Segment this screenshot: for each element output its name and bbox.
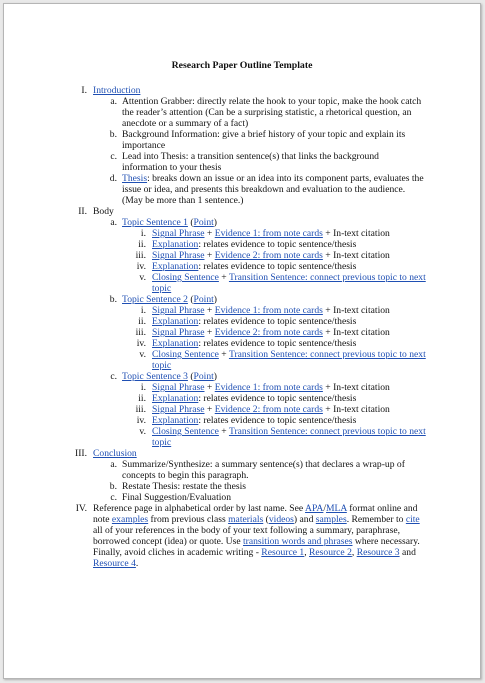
list-marker: ii. [138,239,146,250]
list-marker: v. [139,349,146,360]
outline-item [4,294,480,305]
outline-subitem [4,272,480,294]
outline-link[interactable]: APA [305,503,324,514]
outline-line [4,118,480,129]
outline-line [4,393,480,404]
outline-subitem [4,415,480,426]
list-marker: i. [140,228,146,239]
list-marker: iv. [136,415,146,426]
list-marker: c. [110,371,117,382]
outline-line [4,514,480,525]
outline-line [4,305,480,316]
outline-item [4,151,480,173]
outline-line [4,239,480,250]
text-run: Finally, avoid cliches in academic writing - [93,547,262,558]
text-run: Background Information: give a brief history of your topic and explain its [122,129,406,140]
outline-link[interactable]: Closing Sentence [152,426,219,437]
text-run: ( [187,371,194,382]
outline-subitem [4,338,480,349]
outline-link[interactable]: Point [193,217,214,228]
outline-link[interactable]: Topic Sentence 2 [122,294,188,305]
outline-line [4,459,480,470]
text-run: note [93,514,112,525]
outline-link[interactable]: Signal Phrase [152,382,205,393]
list-marker: i. [140,305,146,316]
outline-line [4,547,480,558]
outline-line [4,85,480,96]
text-run: Summarize/Synthesize: a summary sentence(s) that declares a wrap-up of [122,459,405,470]
outline-link[interactable]: Evidence 1: from note cards [214,382,323,393]
text-run: anecdote or a summary of a fact) [122,118,249,129]
outline-section [4,503,480,569]
text-run: + [218,272,229,283]
outline-link[interactable]: Resource 2 [309,547,352,558]
outline-line [4,151,480,162]
outline-item [4,492,480,503]
list-marker: iii. [135,250,146,261]
outline-link[interactable]: topic [152,437,172,448]
outline-line [4,536,480,547]
outline-line [4,294,480,305]
text-run: : relates evidence to topic sentence/thesis [198,239,357,250]
text-run: and [399,547,416,558]
outline-subitem [4,349,480,371]
outline-link[interactable]: Point [193,371,214,382]
outline-link[interactable]: Resource 3 [356,547,400,558]
outline-line [4,184,480,195]
text-run: + In-text citation [322,228,390,239]
text-run: information to your thesis [122,162,222,173]
outline-subitem [4,316,480,327]
list-marker: a. [110,96,117,107]
list-marker: iii. [135,327,146,338]
outline-link[interactable]: Explanation [152,316,199,327]
list-marker: b. [109,481,117,492]
text-run: issue or idea, and presents this breakdown and evaluation to the audience. [122,184,406,195]
list-marker: d. [109,173,117,184]
outline-item [4,371,480,382]
outline-link[interactable]: Point [193,294,214,305]
text-run: + In-text citation [322,404,390,415]
outline-item [4,129,480,151]
outline-link[interactable]: transition words and phrases [242,536,353,547]
outline-link[interactable]: Signal Phrase [152,305,205,316]
outline-subitem [4,327,480,338]
outline-link[interactable]: Conclusion [93,448,137,459]
outline [4,85,480,569]
outline-line [4,272,480,283]
text-run: + [204,305,215,316]
text-run: concepts to begin this paragraph. [122,470,249,481]
outline-link[interactable]: Explanation [152,393,199,404]
text-run: ( [187,217,194,228]
outline-subitem [4,426,480,448]
outline-link[interactable]: topic [152,360,172,371]
text-run: / [323,503,327,514]
outline-subitem [4,250,480,261]
section-heading [4,206,480,217]
outline-link[interactable]: Topic Sentence 3 [122,371,188,382]
text-run: . Remember to [346,514,406,525]
outline-line [4,173,480,184]
outline-link[interactable]: Transition Sentence: connect previous topic to next [228,426,426,437]
text-run: (May be more than 1 sentence.) [122,195,244,206]
text-run: all of your references in the body of your text following a summary, paraphrase, [93,525,401,536]
text-run: Body [93,206,114,217]
text-run: + [204,327,215,338]
text-run: : relates evidence to topic sentence/thesis [198,316,357,327]
list-marker: iii. [135,404,146,415]
text-run: + In-text citation [322,305,390,316]
text-run: Reference page in alphabetical order by last name. See [93,503,306,514]
outline-line [4,349,480,360]
outline-link[interactable]: Evidence 2: from note cards [214,404,323,415]
text-run: ( [187,294,194,305]
outline-line [4,228,480,239]
text-run: : relates evidence to topic sentence/thesis [198,393,357,404]
outline-link[interactable]: Explanation [152,261,199,272]
text-run: . [135,558,139,569]
outline-link[interactable]: Explanation [152,239,199,250]
outline-line [4,437,480,448]
list-marker: III. [75,448,87,459]
text-run: + In-text citation [322,327,390,338]
outline-item [4,459,480,481]
outline-link[interactable]: Thesis [122,173,148,184]
outline-line [4,503,480,514]
text-run: + [218,349,229,360]
outline-link[interactable]: Signal Phrase [152,404,205,415]
outline-line [4,283,480,294]
outline-line [4,261,480,272]
outline-link[interactable]: Evidence 2: from note cards [214,327,323,338]
document-title: Research Paper Outline Template [171,60,313,71]
outline-subitem [4,261,480,272]
outline-line [4,140,480,151]
text-run: Lead into Thesis: a transition sentence(s) that links the background [122,151,379,162]
outline-link[interactable]: materials [228,514,264,525]
outline-link[interactable]: Explanation [152,338,199,349]
text-run: the reader’s attention (Can be a surprising statistic, a rhetorical question, an [122,107,412,118]
outline-item [4,173,480,206]
outline-link[interactable]: Evidence 1: from note cards [214,305,323,316]
list-marker: IV. [75,503,87,514]
outline-line [4,250,480,261]
list-marker: a. [110,217,117,228]
text-run: ) and [293,514,316,525]
list-marker: II. [78,206,87,217]
outline-line [4,448,480,459]
outline-line [4,481,480,492]
outline-line [4,470,480,481]
outline-line [4,426,480,437]
list-marker: b. [109,294,117,305]
outline-link[interactable]: Introduction [93,85,141,96]
text-run: from previous class [148,514,229,525]
outline-link[interactable]: Evidence 1: from note cards [214,228,323,239]
outline-link[interactable]: samples [315,514,347,525]
text-run: + [204,228,215,239]
outline-subitem [4,382,480,393]
text-run: borrowed concept (idea) or quote. Use [93,536,243,547]
section-heading [4,85,480,96]
outline-line [4,162,480,173]
list-marker: v. [139,272,146,283]
text-run: : relates evidence to topic sentence/thesis [198,415,357,426]
text-run: format online and [346,503,418,514]
text-run: ) [213,294,217,305]
text-run: + In-text citation [322,382,390,393]
outline-link[interactable]: videos [268,514,294,525]
outline-section [4,448,480,503]
text-run: : relates evidence to topic sentence/thesis [198,261,357,272]
outline-section [4,206,480,448]
outline-line [4,338,480,349]
list-marker: c. [110,492,117,503]
list-marker: i. [140,382,146,393]
list-marker: a. [110,459,117,470]
outline-line [4,327,480,338]
outline-item [4,481,480,492]
outline-link[interactable]: Resource 4 [93,558,136,569]
outline-subitem [4,404,480,415]
text-run: ) [213,371,217,382]
outline-link[interactable]: cite [405,514,420,525]
outline-link[interactable]: Signal Phrase [152,250,205,261]
outline-item [4,96,480,129]
list-marker: v. [139,426,146,437]
outline-line [4,107,480,118]
text-run: ( [263,514,269,525]
text-run: ) [213,217,217,228]
outline-line [4,371,480,382]
list-marker: I. [81,85,87,96]
outline-link[interactable]: Transition Sentence: connect previous topic to next [228,349,426,360]
outline-content [4,60,480,569]
outline-line [4,492,480,503]
outline-section [4,85,480,206]
outline-link[interactable]: Signal Phrase [152,228,205,239]
outline-line [4,206,480,217]
outline-line [4,96,480,107]
outline-line [4,415,480,426]
outline-subitem [4,228,480,239]
outline-link[interactable]: Topic Sentence 1 [122,217,188,228]
outline-line [4,360,480,371]
outline-link[interactable]: MLA [326,503,347,514]
outline-line [4,316,480,327]
text-run: : breaks down an issue or an idea into its component parts, evaluates the [147,173,424,184]
outline-link[interactable]: examples [111,514,149,525]
list-marker: iv. [136,338,146,349]
text-run: + [204,404,215,415]
outline-link[interactable]: Closing Sentence [152,349,219,360]
outline-line [4,129,480,140]
list-marker: c. [110,151,117,162]
document-page [3,3,481,679]
text-run: : relates evidence to topic sentence/thesis [198,338,357,349]
outline-subitem [4,305,480,316]
outline-link[interactable]: Evidence 2: from note cards [214,250,323,261]
outline-link[interactable]: Resource 1 [261,547,305,558]
outline-line [4,404,480,415]
text-run: , [351,547,357,558]
text-run: importance [122,140,166,151]
text-run: Attention Grabber: directly relate the hook to your topic, make the hook catch [122,96,422,107]
outline-line [4,195,480,206]
text-run: + In-text citation [322,250,390,261]
outline-line [4,217,480,228]
text-run: where necessary. [352,536,420,547]
outline-link[interactable]: Explanation [152,415,199,426]
text-run: Restate Thesis: restate the thesis [122,481,246,492]
text-run: , [304,547,309,558]
outline-line [4,382,480,393]
list-marker: b. [109,129,117,140]
outline-line [4,525,480,536]
list-marker: iv. [136,261,146,272]
outline-link[interactable]: Closing Sentence [152,272,219,283]
outline-link[interactable]: topic [152,283,172,294]
outline-subitem [4,393,480,404]
outline-line [4,558,480,569]
text-run: + [204,250,215,261]
section-heading [4,503,480,569]
text-run: + [218,426,229,437]
text-run: + [204,382,215,393]
outline-link[interactable]: Transition Sentence: connect previous topic to next [228,272,426,283]
text-run: Final Suggestion/Evaluation [122,492,231,503]
section-heading [4,448,480,459]
list-marker: ii. [138,393,146,404]
outline-item [4,217,480,228]
outline-subitem [4,239,480,250]
outline-link[interactable]: Signal Phrase [152,327,205,338]
list-marker: ii. [138,316,146,327]
